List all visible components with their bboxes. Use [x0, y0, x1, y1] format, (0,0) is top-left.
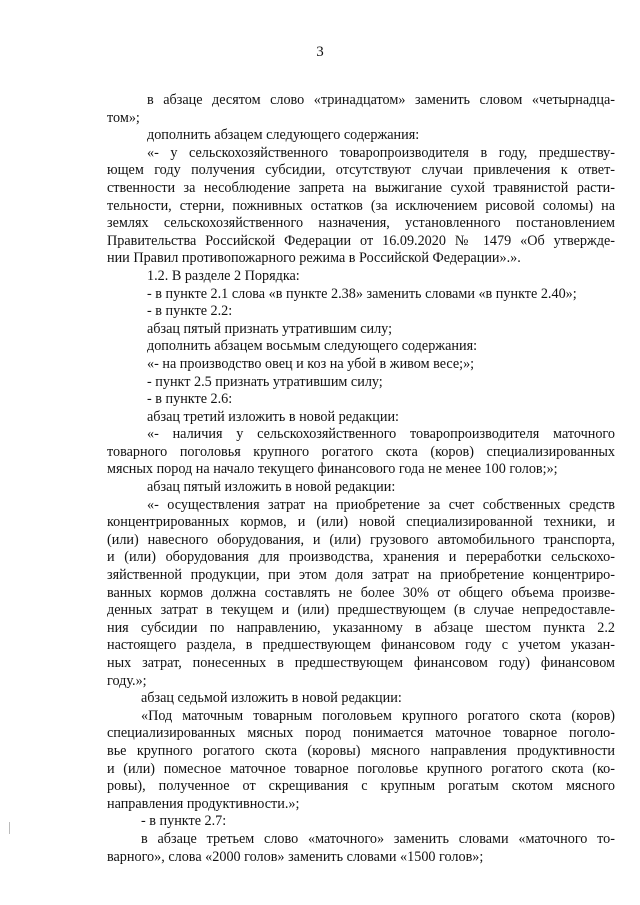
text-line: дополнить абзацем следующего содержания:	[147, 127, 420, 144]
text-line: товарного поголовья крупного рогатого скота (коров) специализированных	[107, 443, 615, 460]
text-line: - в пункте 2.6:	[147, 391, 233, 408]
text-line: варного», слова «2000 голов» заменить словами «1500 голов»;	[107, 848, 484, 865]
text-line: и (или) оборудования для производства, хранения и переработки сельскохо-	[107, 549, 615, 566]
text-line: абзац пятый признать утратившим силу;	[147, 320, 393, 337]
text-line: ванных кормов должна составлять не более 30% от общего объема произве-	[107, 584, 615, 601]
text-line: специализированных мясных пород понимается маточное товарное поголо-	[107, 725, 615, 742]
text-line: ных затрат, понесенных в предшествующем финансовом году) финансовом	[107, 655, 615, 671]
text-line: Правительства Российской Федерации от 16.09.2020 № 1479 «Об утвержде-	[107, 232, 615, 249]
text-line: «- наличия у сельскохозяйственного товаропроизводителя маточного	[147, 426, 615, 443]
text-line: направления продуктивности.»;	[107, 795, 300, 812]
text-line: денных затрат в текущем и (или) предшествующем (в случае непредоставле-	[107, 602, 615, 619]
text-line: - в пункте 2.1 слова «в пункте 2.38» заменить словами «в пункте 2.40»;	[147, 285, 577, 302]
text-line: году.»;	[107, 672, 147, 689]
text-line: «- у сельскохозяйственного товаропроизводителя в году, предшеству-	[147, 144, 615, 161]
text-line: - пункт 2.5 признать утратившим силу;	[147, 373, 383, 390]
text-line: «- осуществления затрат на приобретение за счет собственных средств	[147, 496, 615, 513]
text-line: абзац седьмой изложить в новой редакции:	[141, 690, 402, 707]
text-line: - в пункте 2.7:	[141, 813, 227, 830]
page-number: 3	[316, 44, 324, 60]
text-line: том»;	[107, 109, 140, 126]
text-line: настоящего раздела, в предшествующем финансовом году с учетом указан-	[107, 637, 615, 654]
text-line: нии Правил противопожарного режима в Российской Федерации».».	[107, 250, 521, 267]
text-line: абзац третий изложить в новой редакции:	[147, 408, 399, 425]
text-line: мясных пород на начало текущего финансового года не менее 100 голов;»;	[107, 461, 558, 478]
text-line: 1.2. В разделе 2 Порядка:	[147, 267, 300, 284]
text-line: (или) навесного оборудования, и (или) грузового автомобильного транспорта,	[107, 531, 615, 548]
text-line: «Под маточным товарным поголовьем крупного рогатого скота (коров)	[141, 707, 615, 724]
text-line: ственности за несоблюдение запрета на выжигание сухой травянистой расти-	[107, 179, 615, 196]
document-body	[107, 92, 615, 866]
text-line: «- на производство овец и коз на убой в живом весе;»;	[147, 355, 475, 372]
text-line: землях сельскохозяйственного назначения, установленного постановлением	[107, 215, 615, 232]
text-line: тельности, стерни, пожнивных остатков (за исключением рисовой соломы) на	[107, 197, 615, 214]
margin-mark	[9, 822, 10, 834]
text-line: ющем году получения субсидии, отсутствуют случаи привлечения к ответ-	[107, 162, 615, 179]
text-line: в абзаце третьем слово «маточного» заменить словами «маточного то-	[141, 830, 615, 847]
text-line: и (или) помесное маточное товарное поголовье крупного рогатого скота (ко-	[107, 760, 615, 777]
text-line: ния субсидии по направлению, указанному в абзаце шестом пункта 2.2	[107, 619, 615, 636]
text-line: дополнить абзацем восьмым следующего содержания:	[147, 338, 478, 355]
text-line: концентрированных кормов, и (или) новой специализированной техники, и	[107, 514, 615, 531]
text-line: абзац пятый изложить в новой редакции:	[147, 479, 396, 496]
text-line: вье крупного рогатого скота (коровы) мясного направления продуктивности	[107, 742, 615, 759]
text-line: - в пункте 2.2:	[147, 303, 233, 320]
text-line: зяйственной продукции, при этом доля затрат на приобретение концентриро-	[107, 567, 615, 584]
text-line: в абзаце десятом слово «тринадцатом» заменить словом «четырнадца-	[147, 92, 615, 108]
text-line: ровы), полученное от скрещивания с крупным рогатым скотом мясного	[107, 778, 615, 795]
